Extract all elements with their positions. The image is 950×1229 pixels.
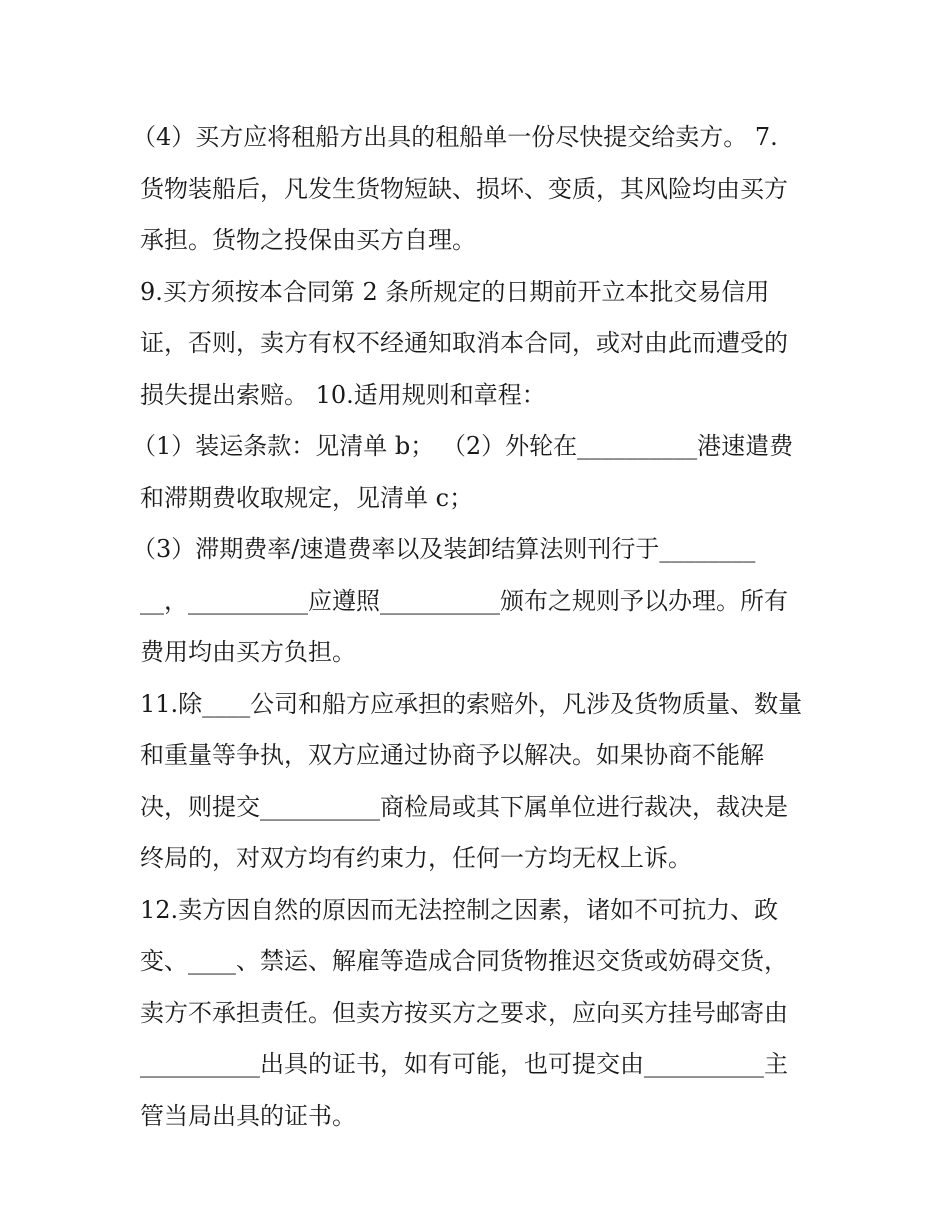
text-line: 决，则提交__________商检局或其下属单位进行裁决，裁决是 bbox=[140, 792, 788, 821]
text-line: 费用均由买方负担。 bbox=[140, 638, 356, 666]
text-line: 管当局出具的证书。 bbox=[140, 1101, 356, 1130]
text-line: 变、____、禁运、解雇等造成合同货物推迟交货或妨碍交货， bbox=[140, 947, 788, 975]
text-line: 11.除____公司和船方应承担的索赔外，凡涉及货物质量、数量 bbox=[140, 689, 803, 718]
text-line: 和滞期费收取规定，见清单 c； bbox=[140, 483, 474, 512]
contract-text bbox=[132, 112, 820, 1142]
text-line: 终局的，对双方均有约束力，任何一方均无权上诉。 bbox=[140, 844, 692, 872]
text-line: 卖方不承担责任。但卖方按买方之要求，应向买方挂号邮寄由 bbox=[140, 998, 788, 1027]
text-line: 12.卖方因自然的原因而无法控制之因素，诸如不可抗力、政 bbox=[140, 895, 779, 924]
text-line: （3）滞期费率/速遣费率以及装卸结算法则刊行于________ bbox=[132, 535, 756, 563]
text-line: （1）装运条款：见清单 b； （2）外轮在__________港速遣费 bbox=[132, 432, 794, 460]
text-line: 证，否则，卖方有权不经通知取消本合同，或对由此而遭受的 bbox=[140, 329, 788, 357]
text-line: 损失提出索赔。 10.适用规则和章程： bbox=[140, 380, 546, 409]
text-line: __________出具的证书，如有可能，也可提交由__________主 bbox=[140, 1050, 788, 1078]
text-line: 9.买方须按本合同第 2 条所规定的日期前开立本批交易信用 bbox=[140, 277, 770, 306]
text-line: 和重量等争执，双方应通过协商予以解决。如果协商不能解 bbox=[140, 741, 764, 769]
text-line: 承担。货物之投保由买方自理。 bbox=[140, 226, 476, 254]
text-line: （4）买方应将租船方出具的租船单一份尽快提交给卖方。 7. bbox=[132, 123, 778, 151]
text-line: 货物装船后，凡发生货物短缺、损坏、变质，其风险均由买方 bbox=[140, 174, 788, 203]
text-line: __，__________应遵照__________颁布之规则予以办理。所有 bbox=[140, 586, 788, 615]
